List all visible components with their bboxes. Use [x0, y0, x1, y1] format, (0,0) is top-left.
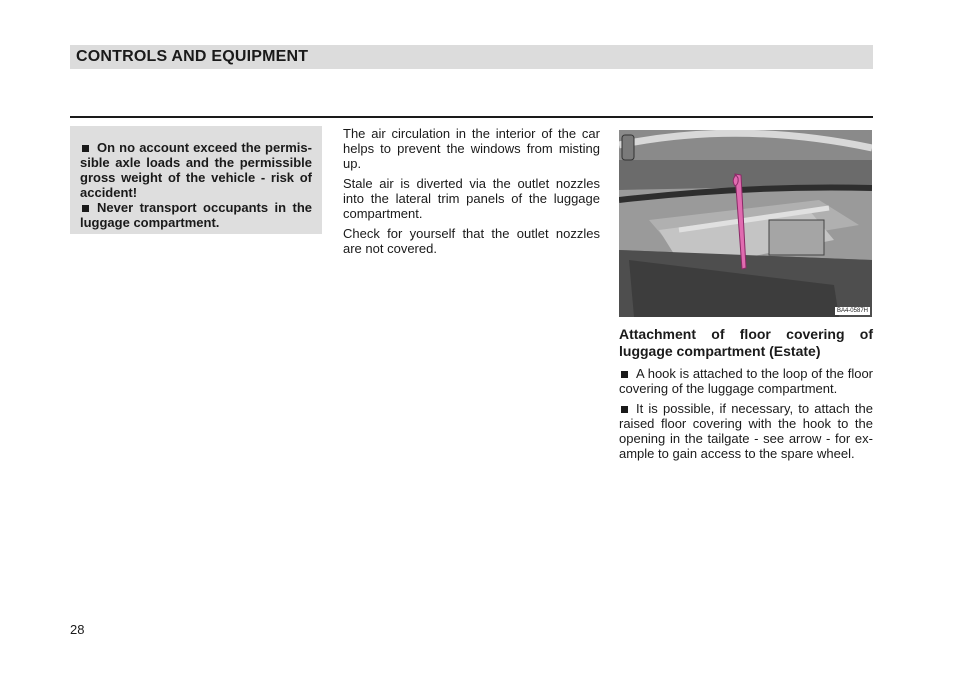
- page-number: 28: [70, 622, 85, 637]
- figure-code: BA4-0587H: [836, 308, 868, 314]
- paragraph: The air circulation in the interior of the car helps to prevent the windows from misting up.: [343, 126, 600, 171]
- section-item: [619, 366, 873, 396]
- section-text-attach: It is possible, if necessary, to attach the raised floor covering with the hook to the opening in the tailgate - see arrow - for example to gain access to the spare wheel.: [619, 401, 873, 461]
- square-bullet-icon: [82, 145, 89, 152]
- section-item: [619, 401, 873, 461]
- floor-covering-section: [619, 326, 873, 466]
- square-bullet-icon: [621, 371, 628, 378]
- section-heading: Attachment of floor covering of luggage compartment (Estate): [619, 326, 873, 359]
- divider-rule: [70, 116, 873, 118]
- warning-text-occupants: Never transport occupants in the luggage compartment.: [80, 200, 312, 230]
- luggage-compartment-illustration: [619, 130, 872, 317]
- section-text-hook: A hook is attached to the loop of the floor covering of the luggage compartment.: [619, 366, 873, 396]
- square-bullet-icon: [621, 406, 628, 413]
- paragraph: Stale air is diverted via the outlet nozzles into the lateral trim panels of the luggage compartment.: [343, 176, 600, 221]
- warning-item: [80, 140, 312, 200]
- paragraph: Check for yourself that the outlet nozzles are not covered.: [343, 226, 600, 256]
- warning-box: [70, 126, 322, 234]
- air-circulation-text: [343, 126, 600, 261]
- page-title: CONTROLS AND EQUIPMENT: [76, 48, 309, 65]
- warning-text-axle: On no account exceed the permissible axle loads and the permissible gross weight of the vehicle - risk of accident!: [80, 140, 312, 200]
- warning-item: [80, 200, 312, 230]
- luggage-hook-illustration: [619, 130, 872, 317]
- header-bar: [70, 45, 873, 69]
- square-bullet-icon: [82, 205, 89, 212]
